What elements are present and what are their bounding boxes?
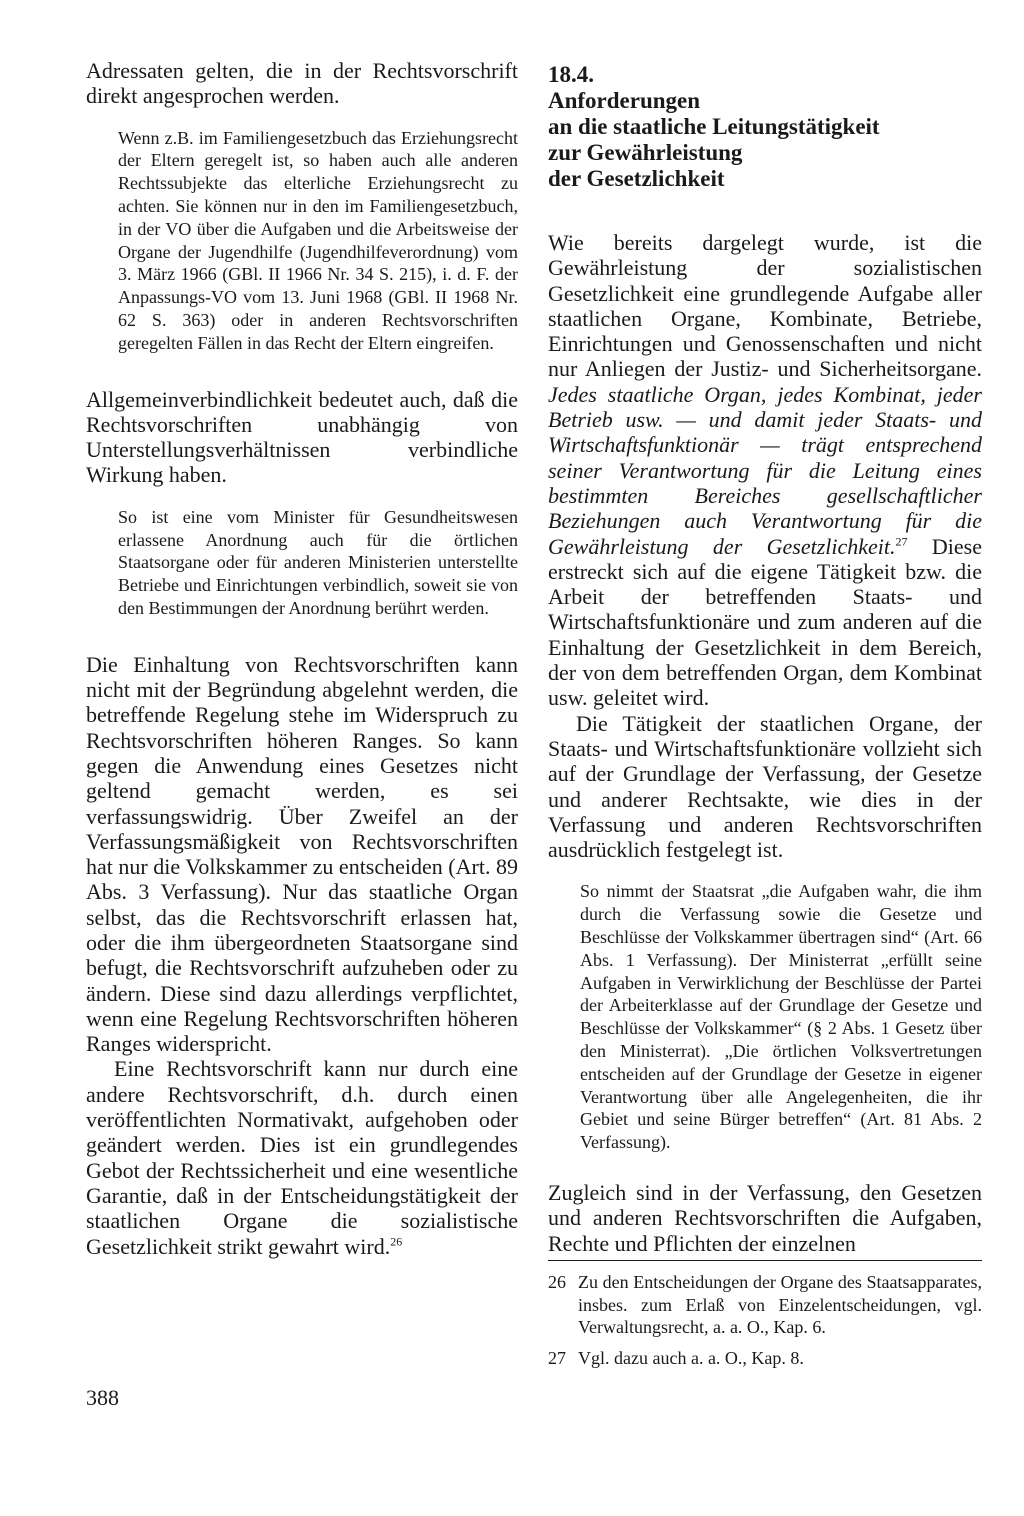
left-column [86, 58, 518, 1259]
right-column [548, 58, 982, 1378]
paragraph [548, 230, 982, 711]
paragraph-text: Wie bereits dargelegt wurde, ist die Gewährleistung der sozialistischen Gesetzlichkeit eine grundlegende Aufgabe aller staatlichen Organe, Kombinate, Betriebe, Einrichtungen und Genossenschaften und nicht nur Anliegen der Justiz- und Sicherheitsorgane. [548, 230, 982, 382]
footnote-text: Zu den Entscheidungen der Organe des Staatsapparates, insbes. zum Erlaß von Einzelentscheidungen, vgl. Verwaltungsrecht, a. a. O., Kap. 6. [578, 1271, 982, 1338]
footnote-ref: 27 [895, 534, 908, 549]
paragraph: Adressaten gelten, die in der Rechtsvorschrift direkt angesprochen werden. [86, 58, 518, 109]
example-block: So nimmt der Staatsrat „die Aufgaben wahr, die ihm durch die Verfassung sowie die Gesetze und Beschlüsse der Volkskammer übertragen sind“ (Art. 66 Abs. 1 Verfassung). Der Ministerrat „erfüllt seine Aufgaben in Verwirklichung der Beschlüsse der Partei der Arbeiterklasse auf der Grundlage der Gesetze und Beschlüsse der Volkskammer“ (§ 2 Abs. 1 Gesetz über den Ministerrat). „Die örtlichen Volksvertretungen entscheiden auf der Grundlage der Gesetze in eigener Verantwortung über alle Angelegenheiten, die ihr Gebiet und seine Bürger betreffen“ (Art. 81 Abs. 2 Verfassung). [580, 881, 982, 1153]
paragraph: Die Tätigkeit der staatlichen Organe, der Staats- und Wirtschaftsfunktionäre vollzieht sich auf der Grundlage der Verfassung, der Gesetze und anderer Rechtsakte, wie dies in der Verfassung und anderen Rechtsvorschriften ausdrücklich festgelegt ist. [548, 710, 982, 863]
paragraph-text: Diese erstreckt sich auf die eigene Tätigkeit bzw. die Arbeit der betreffenden Staats- und Wirtschaftsfunktionäre und zum anderen auf die Einhaltung der Gesetzlichkeit in dem Bereich, der von dem betreffenden Organ, dem Kombinat usw. geleitet wird. [548, 533, 982, 711]
paragraph: Zugleich sind in der Verfassung, den Gesetzen und anderen Rechtsvorschriften die Aufgaben, Rechte und Pflichten der einzelnen [548, 1179, 982, 1256]
footnote-text: Vgl. dazu auch a. a. O., Kap. 8. [578, 1348, 804, 1369]
heading-line: der Gesetzlichkeit [548, 166, 725, 191]
example-block: So ist eine vom Minister für Gesundheitswesen erlassene Anordnung auch für die örtlichen Staatsorgane oder für anderen Ministerien unterstellte Betriebe und Einrichtungen verbindlich, soweit sie von den Bestimmungen der Anordnung berührt werden. [118, 506, 518, 618]
paragraph: Die Einhaltung von Rechtsvorschriften kann nicht mit der Begründung abgelehnt werden, die betreffende Regelung stehe im Widerspruch zu Rechtsvorschriften höheren Ranges. So kann gegen die Anwendung eines Gesetzes nicht geltend gemacht werden, es sei verfassungswidrig. Über Zweifel an der Verfassungsmäßigkeit von Rechtsvorschriften hat nur die Volkskammer zu entscheiden (Art. 89 Abs. 3 Verfassung). Nur das staatliche Organ selbst, das die Rechtsvorschrift erlassen hat, oder die ihm übergeordneten Staatsorgane sind befugt, die Rechtsvorschrift aufzuheben oder zu ändern. Diese sind dazu allerdings verpflichtet, wenn eine Regelung Rechtsvorschriften höheren Ranges widerspricht. [86, 651, 518, 1057]
footnote-ref: 26 [390, 1234, 403, 1249]
section-number: 18.4. [548, 62, 594, 87]
footnote-number: 27 [548, 1348, 566, 1369]
example-block: Wenn z.B. im Familiengesetzbuch das Erziehungsrecht der Eltern geregelt ist, so haben auch alle anderen Rechtssubjekte das elterliche Erziehungsrecht zu achten. Sie können nur in den im Familiengesetzbuch, in der VO über die Aufgaben und die Arbeitsweise der Organe der Jugendhilfe (Jugendhilfeverordnung) vom 3. März 1966 (GBl. II 1966 Nr. 34 S. 215), i. d. F. der Anpassungs-VO vom 13. Juni 1968 (GBl. II 1968 Nr. 62 S. 363) oder in anderen Rechtsvorschriften geregelten Fällen in das Recht der Eltern eingreifen. [118, 127, 518, 353]
heading-line: Anforderungen [548, 88, 701, 113]
emphasis-text: Jedes staatliche Organ, jedes Kombinat, jeder Betrieb usw. — und damit jeder Staats- und Wirtschaftsfunktionär — trägt entsprechend seiner Verantwortung für die Leitung eines bestimmten Bereiches gesellschaftlicher Beziehungen auch Verantwortung für die Gewährleistung der Gesetzlichkeit. [548, 381, 982, 559]
section-heading [548, 62, 982, 192]
page-number: 388 [86, 1385, 119, 1410]
heading-line: zur Gewährleistung [548, 140, 743, 165]
paragraph [86, 1056, 518, 1258]
heading-line: an die staatliche Leitungstätigkeit [548, 114, 880, 139]
footnote [548, 1271, 982, 1339]
footnote-divider [548, 1260, 982, 1261]
footnote [548, 1347, 982, 1370]
paragraph-text: Eine Rechtsvorschrift kann nur durch eine andere Rechtsvorschrift, d.h. durch einen veröffentlichten Normativakt, aufgehoben oder geändert werden. Dies ist ein grundlegendes Gebot der Rechtssicherheit und eine wesentliche Garantie, daß in der Entscheidungstätigkeit der staatlichen Organe die sozialistische Gesetzlichkeit strikt gewahrt wird. [86, 1056, 518, 1259]
paragraph: Allgemeinverbindlichkeit bedeutet auch, daß die Rechtsvorschriften unabhängig von Unterstellungsverhältnissen verbindliche Wirkung haben. [86, 386, 518, 488]
footnote-number: 26 [548, 1271, 566, 1292]
